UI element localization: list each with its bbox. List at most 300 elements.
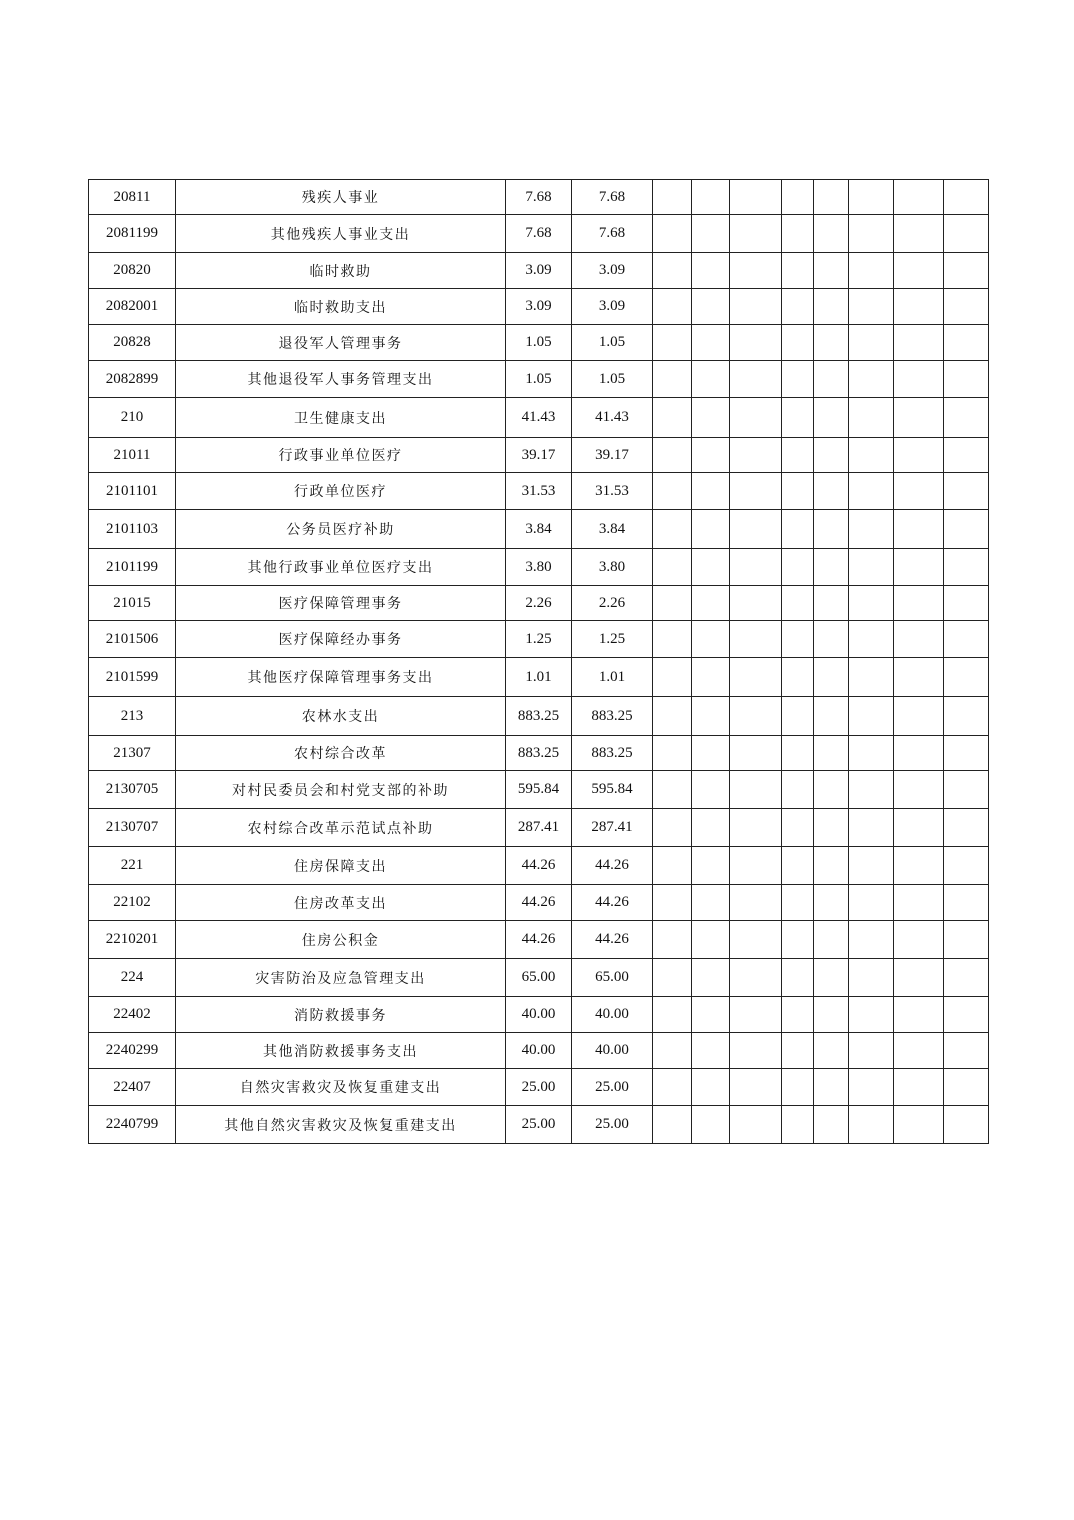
budget-table [88, 179, 989, 1144]
empty-cell [944, 809, 989, 847]
empty-cell [692, 1106, 730, 1144]
code-cell: 22102 [89, 885, 176, 921]
empty-cell [653, 1106, 692, 1144]
empty-cell [782, 325, 814, 361]
total-cell: 44.26 [506, 921, 572, 959]
empty-cell [849, 473, 894, 510]
empty-cell [692, 1069, 730, 1106]
code-cell: 2240299 [89, 1033, 176, 1069]
code-cell: 2101101 [89, 473, 176, 510]
basic-cell: 3.09 [572, 253, 653, 289]
total-cell: 3.80 [506, 549, 572, 586]
table-row [89, 289, 989, 325]
basic-cell: 1.25 [572, 621, 653, 658]
name-cell: 公务员医疗补助 [176, 510, 506, 549]
total-cell: 3.84 [506, 510, 572, 549]
code-cell: 2082899 [89, 361, 176, 398]
empty-cell [849, 658, 894, 697]
table-row [89, 921, 989, 959]
name-cell: 农村综合改革 [176, 736, 506, 771]
empty-cell [814, 885, 849, 921]
empty-cell [944, 398, 989, 438]
code-cell: 2130707 [89, 809, 176, 847]
name-cell: 医疗保障经办事务 [176, 621, 506, 658]
empty-cell [730, 809, 782, 847]
empty-cell [944, 847, 989, 885]
empty-cell [730, 586, 782, 621]
empty-cell [730, 847, 782, 885]
empty-cell [814, 253, 849, 289]
total-cell: 25.00 [506, 1106, 572, 1144]
name-cell: 自然灾害救灾及恢复重建支出 [176, 1069, 506, 1106]
basic-cell: 1.01 [572, 658, 653, 697]
empty-cell [692, 438, 730, 473]
empty-cell [894, 736, 944, 771]
empty-cell [849, 959, 894, 997]
name-cell: 卫生健康支出 [176, 398, 506, 438]
basic-cell: 595.84 [572, 771, 653, 809]
empty-cell [814, 438, 849, 473]
name-cell: 残疾人事业 [176, 180, 506, 215]
empty-cell [894, 473, 944, 510]
total-cell: 1.05 [506, 325, 572, 361]
empty-cell [849, 997, 894, 1033]
code-cell: 20828 [89, 325, 176, 361]
empty-cell [849, 771, 894, 809]
basic-cell: 39.17 [572, 438, 653, 473]
empty-cell [944, 510, 989, 549]
name-cell: 医疗保障管理事务 [176, 586, 506, 621]
total-cell: 25.00 [506, 1069, 572, 1106]
empty-cell [653, 959, 692, 997]
empty-cell [782, 361, 814, 398]
empty-cell [814, 847, 849, 885]
table-row [89, 473, 989, 510]
total-cell: 40.00 [506, 1033, 572, 1069]
code-cell: 21015 [89, 586, 176, 621]
empty-cell [653, 398, 692, 438]
basic-cell: 40.00 [572, 997, 653, 1033]
code-cell: 221 [89, 847, 176, 885]
basic-cell: 3.09 [572, 289, 653, 325]
empty-cell [782, 473, 814, 510]
empty-cell [692, 697, 730, 736]
empty-cell [894, 1033, 944, 1069]
empty-cell [944, 658, 989, 697]
empty-cell [894, 809, 944, 847]
name-cell: 住房改革支出 [176, 885, 506, 921]
empty-cell [814, 658, 849, 697]
empty-cell [730, 921, 782, 959]
empty-cell [653, 885, 692, 921]
code-cell: 224 [89, 959, 176, 997]
empty-cell [730, 438, 782, 473]
empty-cell [782, 658, 814, 697]
empty-cell [692, 510, 730, 549]
table-row [89, 180, 989, 215]
empty-cell [692, 1033, 730, 1069]
total-cell: 1.25 [506, 621, 572, 658]
total-cell: 39.17 [506, 438, 572, 473]
empty-cell [944, 621, 989, 658]
empty-cell [653, 697, 692, 736]
empty-cell [782, 549, 814, 586]
empty-cell [782, 771, 814, 809]
empty-cell [849, 361, 894, 398]
total-cell: 3.09 [506, 289, 572, 325]
name-cell: 农村综合改革示范试点补助 [176, 809, 506, 847]
table-row [89, 809, 989, 847]
basic-cell: 2.26 [572, 586, 653, 621]
total-cell: 3.09 [506, 253, 572, 289]
empty-cell [849, 847, 894, 885]
empty-cell [692, 997, 730, 1033]
empty-cell [849, 180, 894, 215]
empty-cell [814, 180, 849, 215]
empty-cell [782, 621, 814, 658]
code-cell: 213 [89, 697, 176, 736]
empty-cell [894, 1106, 944, 1144]
table-row [89, 325, 989, 361]
empty-cell [730, 736, 782, 771]
empty-cell [849, 325, 894, 361]
empty-cell [944, 253, 989, 289]
empty-cell [730, 1069, 782, 1106]
empty-cell [944, 959, 989, 997]
basic-cell: 44.26 [572, 921, 653, 959]
empty-cell [849, 809, 894, 847]
basic-cell: 7.68 [572, 180, 653, 215]
empty-cell [730, 997, 782, 1033]
empty-cell [782, 997, 814, 1033]
name-cell: 临时救助 [176, 253, 506, 289]
empty-cell [894, 771, 944, 809]
empty-cell [692, 253, 730, 289]
empty-cell [730, 697, 782, 736]
empty-cell [653, 215, 692, 253]
empty-cell [814, 1033, 849, 1069]
empty-cell [653, 586, 692, 621]
basic-cell: 41.43 [572, 398, 653, 438]
table-body [89, 180, 989, 1144]
total-cell: 1.01 [506, 658, 572, 697]
empty-cell [730, 289, 782, 325]
empty-cell [944, 325, 989, 361]
empty-cell [894, 885, 944, 921]
empty-cell [692, 215, 730, 253]
empty-cell [894, 438, 944, 473]
empty-cell [944, 736, 989, 771]
empty-cell [730, 361, 782, 398]
empty-cell [730, 398, 782, 438]
total-cell: 595.84 [506, 771, 572, 809]
empty-cell [653, 438, 692, 473]
table-row [89, 586, 989, 621]
empty-cell [653, 1069, 692, 1106]
empty-cell [692, 549, 730, 586]
empty-cell [814, 997, 849, 1033]
table-row [89, 847, 989, 885]
empty-cell [849, 1106, 894, 1144]
empty-cell [849, 1069, 894, 1106]
empty-cell [730, 549, 782, 586]
empty-cell [782, 885, 814, 921]
empty-cell [653, 997, 692, 1033]
table-row [89, 1106, 989, 1144]
empty-cell [782, 180, 814, 215]
empty-cell [730, 510, 782, 549]
empty-cell [814, 736, 849, 771]
code-cell: 2081199 [89, 215, 176, 253]
empty-cell [730, 771, 782, 809]
table-row [89, 1033, 989, 1069]
table-row [89, 361, 989, 398]
empty-cell [944, 1069, 989, 1106]
empty-cell [849, 621, 894, 658]
code-cell: 22407 [89, 1069, 176, 1106]
total-cell: 40.00 [506, 997, 572, 1033]
empty-cell [692, 736, 730, 771]
empty-cell [782, 809, 814, 847]
total-cell: 31.53 [506, 473, 572, 510]
empty-cell [692, 847, 730, 885]
empty-cell [814, 771, 849, 809]
code-cell: 20811 [89, 180, 176, 215]
basic-cell: 44.26 [572, 885, 653, 921]
empty-cell [782, 959, 814, 997]
empty-cell [849, 398, 894, 438]
empty-cell [692, 959, 730, 997]
empty-cell [894, 959, 944, 997]
table-row [89, 438, 989, 473]
table-row [89, 253, 989, 289]
empty-cell [653, 809, 692, 847]
basic-cell: 40.00 [572, 1033, 653, 1069]
empty-cell [730, 325, 782, 361]
empty-cell [849, 253, 894, 289]
table-row [89, 215, 989, 253]
empty-cell [653, 621, 692, 658]
empty-cell [944, 473, 989, 510]
name-cell: 其他医疗保障管理事务支出 [176, 658, 506, 697]
empty-cell [653, 847, 692, 885]
table-row [89, 398, 989, 438]
empty-cell [814, 921, 849, 959]
empty-cell [894, 289, 944, 325]
empty-cell [894, 549, 944, 586]
empty-cell [653, 473, 692, 510]
empty-cell [894, 921, 944, 959]
empty-cell [944, 180, 989, 215]
total-cell: 287.41 [506, 809, 572, 847]
basic-cell: 1.05 [572, 361, 653, 398]
empty-cell [944, 997, 989, 1033]
empty-cell [894, 361, 944, 398]
empty-cell [692, 586, 730, 621]
empty-cell [782, 438, 814, 473]
empty-cell [849, 736, 894, 771]
empty-cell [730, 473, 782, 510]
empty-cell [894, 621, 944, 658]
empty-cell [692, 885, 730, 921]
basic-cell: 3.84 [572, 510, 653, 549]
empty-cell [894, 253, 944, 289]
empty-cell [730, 1106, 782, 1144]
empty-cell [894, 697, 944, 736]
table-row [89, 771, 989, 809]
table-row [89, 959, 989, 997]
code-cell: 2101506 [89, 621, 176, 658]
total-cell: 65.00 [506, 959, 572, 997]
empty-cell [692, 325, 730, 361]
empty-cell [944, 771, 989, 809]
empty-cell [782, 921, 814, 959]
empty-cell [653, 361, 692, 398]
total-cell: 1.05 [506, 361, 572, 398]
empty-cell [894, 215, 944, 253]
empty-cell [944, 1106, 989, 1144]
basic-cell: 7.68 [572, 215, 653, 253]
empty-cell [944, 586, 989, 621]
empty-cell [782, 510, 814, 549]
empty-cell [653, 325, 692, 361]
name-cell: 住房公积金 [176, 921, 506, 959]
name-cell: 对村民委员会和村党支部的补助 [176, 771, 506, 809]
empty-cell [692, 621, 730, 658]
empty-cell [944, 361, 989, 398]
name-cell: 其他残疾人事业支出 [176, 215, 506, 253]
code-cell: 2130705 [89, 771, 176, 809]
empty-cell [944, 289, 989, 325]
empty-cell [894, 510, 944, 549]
empty-cell [814, 809, 849, 847]
empty-cell [730, 658, 782, 697]
empty-cell [849, 510, 894, 549]
empty-cell [894, 997, 944, 1033]
basic-cell: 1.05 [572, 325, 653, 361]
total-cell: 44.26 [506, 885, 572, 921]
table-row [89, 697, 989, 736]
empty-cell [653, 510, 692, 549]
empty-cell [782, 253, 814, 289]
empty-cell [814, 621, 849, 658]
empty-cell [730, 253, 782, 289]
name-cell: 其他自然灾害救灾及恢复重建支出 [176, 1106, 506, 1144]
code-cell: 2082001 [89, 289, 176, 325]
empty-cell [782, 586, 814, 621]
basic-cell: 3.80 [572, 549, 653, 586]
empty-cell [814, 1069, 849, 1106]
basic-cell: 883.25 [572, 736, 653, 771]
basic-cell: 44.26 [572, 847, 653, 885]
table-row [89, 658, 989, 697]
empty-cell [692, 771, 730, 809]
table-row [89, 736, 989, 771]
table-row [89, 997, 989, 1033]
empty-cell [814, 398, 849, 438]
empty-cell [944, 215, 989, 253]
code-cell: 21011 [89, 438, 176, 473]
total-cell: 883.25 [506, 736, 572, 771]
table-row [89, 885, 989, 921]
empty-cell [730, 1033, 782, 1069]
empty-cell [944, 921, 989, 959]
name-cell: 消防救援事务 [176, 997, 506, 1033]
total-cell: 7.68 [506, 180, 572, 215]
empty-cell [653, 658, 692, 697]
total-cell: 7.68 [506, 215, 572, 253]
empty-cell [782, 1106, 814, 1144]
empty-cell [944, 438, 989, 473]
table-row [89, 1069, 989, 1106]
code-cell: 21307 [89, 736, 176, 771]
table-row [89, 549, 989, 586]
empty-cell [782, 697, 814, 736]
empty-cell [692, 289, 730, 325]
table-row [89, 510, 989, 549]
empty-cell [692, 398, 730, 438]
empty-cell [894, 325, 944, 361]
code-cell: 2210201 [89, 921, 176, 959]
total-cell: 883.25 [506, 697, 572, 736]
empty-cell [692, 658, 730, 697]
empty-cell [814, 697, 849, 736]
name-cell: 灾害防治及应急管理支出 [176, 959, 506, 997]
empty-cell [692, 809, 730, 847]
empty-cell [782, 215, 814, 253]
empty-cell [849, 215, 894, 253]
empty-cell [782, 1069, 814, 1106]
empty-cell [782, 398, 814, 438]
empty-cell [814, 289, 849, 325]
code-cell: 22402 [89, 997, 176, 1033]
name-cell: 其他行政事业单位医疗支出 [176, 549, 506, 586]
code-cell: 2101103 [89, 510, 176, 549]
empty-cell [814, 510, 849, 549]
name-cell: 退役军人管理事务 [176, 325, 506, 361]
empty-cell [814, 959, 849, 997]
name-cell: 住房保障支出 [176, 847, 506, 885]
basic-cell: 883.25 [572, 697, 653, 736]
empty-cell [814, 361, 849, 398]
code-cell: 20820 [89, 253, 176, 289]
empty-cell [782, 736, 814, 771]
empty-cell [653, 921, 692, 959]
empty-cell [782, 847, 814, 885]
empty-cell [894, 180, 944, 215]
code-cell: 2240799 [89, 1106, 176, 1144]
empty-cell [730, 180, 782, 215]
table-row [89, 621, 989, 658]
empty-cell [653, 771, 692, 809]
empty-cell [653, 736, 692, 771]
empty-cell [849, 697, 894, 736]
empty-cell [692, 361, 730, 398]
empty-cell [730, 621, 782, 658]
basic-cell: 287.41 [572, 809, 653, 847]
total-cell: 41.43 [506, 398, 572, 438]
empty-cell [692, 180, 730, 215]
empty-cell [730, 215, 782, 253]
empty-cell [692, 921, 730, 959]
empty-cell [944, 697, 989, 736]
empty-cell [894, 1069, 944, 1106]
empty-cell [944, 1033, 989, 1069]
name-cell: 行政单位医疗 [176, 473, 506, 510]
name-cell: 其他消防救援事务支出 [176, 1033, 506, 1069]
empty-cell [849, 1033, 894, 1069]
empty-cell [782, 289, 814, 325]
